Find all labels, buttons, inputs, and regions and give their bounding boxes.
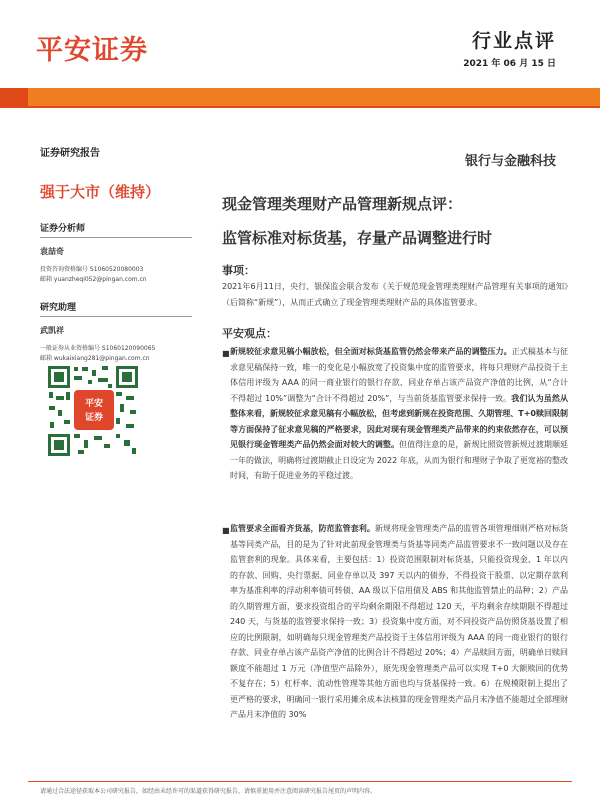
assistant-block [40, 300, 192, 364]
view-paragraph-1 [230, 344, 568, 484]
view-1-text-a: 正式稿基本与征求意见稿保持一致，唯一的变化是小幅放宽了投资集中度的监管要求，将每只理财产品投资于主体信用评级为 AAA 的同一商业银行的银行存款、同业存单占该产品资产净值的比例，从“合计不得超过 10%”调整为“合计不得超过 20%”，与当前货基监管要求保持一致。 [230, 347, 568, 403]
header-band-accent [0, 88, 28, 106]
assistant-name: 武凯祥 [40, 326, 64, 335]
report-type-label: 证券研究报告 [40, 148, 100, 159]
bullet-2: ■ [222, 526, 230, 535]
assistant-email[interactable]: 邮箱 wukaixiang281@pingan.com.cn [40, 355, 150, 362]
rating-label: 强于大市（维持） [40, 183, 161, 201]
analyst-title: 证券分析师 [40, 221, 192, 238]
view-1-lead: 新规较征求意见稿小幅放松，但全面对标货基监管仍然会带来产品的调整压力。 [230, 347, 512, 356]
company-logo: 平安证券 [36, 35, 148, 66]
view-2-text: 新规将现金管理类产品的监管各项管理细则严格对标货基等同类产品，目的是为了针对此前现金管理类与货基等同类产品监管要求不一致问题以及存在监管套利的现象。具体来看，主要包括：1）投资范围限制对标货基，只能投资现金、1 年以内的存款、回购、央行票据、同业存单以及 397 天以内的债券，不得投资于股票、以定期存款利率为基准利率的浮动利率债可转债、AA 级以下信用债及 ABS 和其他监管禁止的品种；2）产品的久期管理方面，要求投资组合的平均剩余期限不得超过 120 天，平均剩余存续期限不得超过 240 天，与货基的监管要求保持一致；3）投资集中度方面，对不同投资产品仿照货基设置了相应的比例限制，如明确每只现金管理类产品投资于主体信用评级为 AAA 的同一商业银行的银行存款、同业存单占该产品资产净值的比例合计不得超过 20%；4）产品赎回方面，明确单日赎回额度不能超过 1 万元（净值型产品除外），原先现金管理类产品可以实现 T+0 大额赎回的优势不复存在；5）杠杆率、流动性管理等其他方面也均与货基保持一致。6）在规模限制上提出了更严格的要求，明确同一银行采用摊余成本法核算的现金管理类产品月末净值不能超过全部理财产品月末净值的 30% [230, 524, 569, 719]
document-type: 行业点评 [471, 30, 556, 52]
assistant-license: 一般证券从业资格编号 S1060120090065 [40, 345, 156, 352]
view-1-text-b: 我们认为虽然从整体来看，新规较征求意见稿有小幅放松，但考虑到新规在投资范围、久期管理、T+0赎回限制等方面保持了征求意见稿的严格要求，因此对现有现金管理类产品带来的约束依然存在，可以预见银行现金管理类产品仍然会面对较大的调整。 [230, 393, 568, 449]
qr-center-badge [74, 390, 114, 430]
bullet-1: ■ [222, 349, 230, 358]
analyst-block [40, 221, 192, 285]
header-band [0, 88, 600, 106]
qr-caption-line2: 证券 [84, 413, 104, 423]
qr-code-graphic [44, 362, 142, 460]
header-band-rule [0, 106, 600, 108]
analyst-name: 袁喆奇 [40, 247, 64, 256]
matters-body: 2021年6月11日，央行、银保监会联合发布《关于规范现金管理类理财产品管理有关事项的通知》（后简称“新规”），从而正式确立了现金管理类理财产品的具体监管要求。 [222, 282, 568, 307]
footer-disclaimer: 请通过合法途径获取本公司研究报告，如经由未经许可的渠道获得研究报告，请慎重使用并注意阅读研究报告尾页的声明内容。 [40, 788, 377, 795]
analyst-email[interactable]: 邮箱 yuanzheqi052@pingan.com.cn [40, 276, 147, 283]
analyst-license: 投资咨询资格编号 S1060520080003 [40, 266, 144, 273]
view-paragraph-2 [230, 521, 568, 723]
view-2-lead: 监管要求全面看齐货基，防范监管套利。 [230, 524, 375, 533]
footer-rule [28, 781, 572, 782]
assistant-title: 研究助理 [40, 300, 192, 317]
matters-heading: 事项： [222, 264, 255, 277]
views-heading: 平安观点： [222, 327, 277, 340]
qr-caption-line1: 平安 [84, 399, 104, 409]
report-title-line1: 现金管理类理财产品管理新规点评： [222, 195, 463, 213]
qr-code[interactable] [44, 362, 142, 460]
report-title-line2: 监管标准对标货基，存量产品调整进行时 [222, 229, 493, 247]
sector-label: 银行与金融科技 [464, 154, 556, 169]
view-1-text-c: 但值得注意的是，新规比照资管新规过渡期顺延一年的做法，明确将过渡期截止日设定为 2022 年底，从而为银行和理财子争取了更宽裕的整改时间，有助于促进业务的平稳过渡。 [230, 440, 569, 480]
report-date: 2021 年 06 月 15 日 [463, 59, 556, 69]
